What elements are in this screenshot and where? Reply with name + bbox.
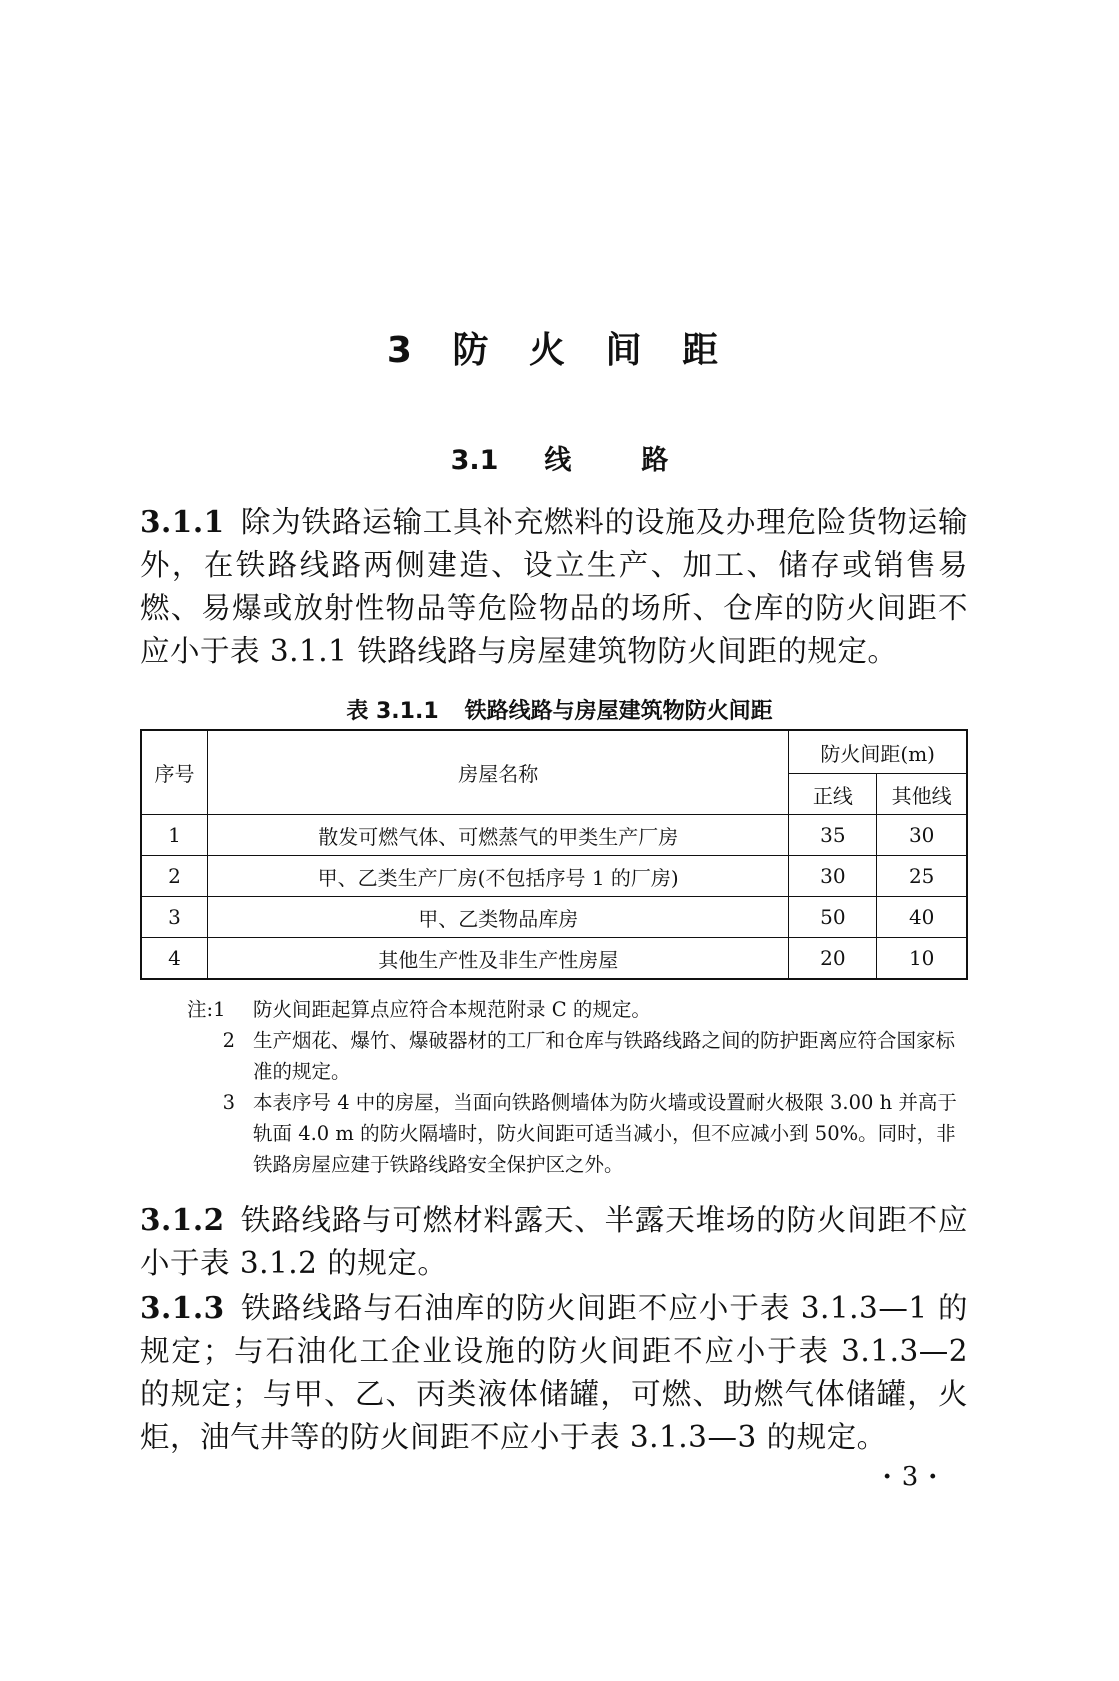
section-title-part-b: 路 [641, 445, 669, 476]
table-caption-number: 表 3.1.1 [346, 699, 439, 724]
table-row [141, 856, 967, 897]
clause-text: 除为铁路运输工具补充燃料的设施及办理危险货物运输外，在铁路线路两侧建造、设立生产、加工、储存或销售易燃、易爆或放射性物品等危险物品的场所、仓库的防火间距不应小于表 3.1.1 铁路线路与房屋建筑物防火间距的规定。 [140, 505, 968, 668]
note-item [187, 1025, 969, 1087]
clause-number: 3.1.1 [140, 504, 225, 539]
cell-name: 甲、乙类生产厂房(不包括序号 1 的厂房) [208, 856, 789, 897]
cell-seq: 2 [141, 856, 208, 897]
clause-3-1-1 [140, 500, 968, 673]
table-caption-title: 铁路线路与房屋建筑物防火间距 [464, 699, 773, 724]
cell-seq: 1 [141, 815, 208, 856]
section-number: 3.1 [450, 445, 499, 476]
cell-other: 25 [877, 856, 967, 897]
header-other-line: 其他线 [877, 774, 967, 815]
cell-main: 30 [789, 856, 877, 897]
clause-3-1-3 [140, 1286, 968, 1459]
cell-name: 甲、乙类物品库房 [208, 897, 789, 938]
note-item [187, 994, 969, 1025]
clause-number: 3.1.2 [140, 1202, 225, 1237]
section-title-part-a: 线 [544, 445, 572, 476]
cell-other: 40 [877, 897, 967, 938]
clause-3-1-2 [140, 1198, 968, 1285]
table-notes [187, 994, 969, 1180]
page-number: · 3 · [882, 1462, 938, 1492]
table-caption [0, 694, 1119, 725]
cell-main: 50 [789, 897, 877, 938]
chapter-title: 3 防 火 间 距 [386, 330, 733, 371]
cell-main: 35 [789, 815, 877, 856]
section-title [0, 438, 1119, 477]
note-number: 2 [222, 1029, 235, 1052]
note-number: 注:1 [187, 998, 226, 1021]
cell-seq: 4 [141, 938, 208, 980]
table-row [141, 938, 967, 980]
header-seq: 序号 [141, 730, 208, 815]
note-text: 生产烟花、爆竹、爆破器材的工厂和仓库与铁路线路之间的防护距离应符合国家标准的规定。 [253, 1029, 956, 1083]
cell-other: 10 [877, 938, 967, 980]
cell-main: 20 [789, 938, 877, 980]
clause-text: 铁路线路与可燃材料露天、半露天堆场的防火间距不应小于表 3.1.2 的规定。 [140, 1203, 968, 1280]
cell-name: 其他生产性及非生产性房屋 [208, 938, 789, 980]
clause-number: 3.1.3 [140, 1290, 225, 1325]
table-row [141, 897, 967, 938]
note-number: 3 [222, 1091, 235, 1114]
note-text: 防火间距起算点应符合本规范附录 C 的规定。 [253, 998, 651, 1021]
header-main-line: 正线 [789, 774, 877, 815]
fire-distance-table [140, 729, 968, 980]
table-row [141, 815, 967, 856]
cell-name: 散发可燃气体、可燃蒸气的甲类生产厂房 [208, 815, 789, 856]
header-distance: 防火间距(m) [789, 730, 967, 774]
note-item [187, 1087, 969, 1180]
cell-other: 30 [877, 815, 967, 856]
header-name: 房屋名称 [208, 730, 789, 815]
cell-seq: 3 [141, 897, 208, 938]
clause-text: 铁路线路与石油库的防火间距不应小于表 3.1.3—1 的规定；与石油化工企业设施的防火间距不应小于表 3.1.3—2 的规定；与甲、乙、丙类液体储罐，可燃、助燃气体储罐，火炬，油气井等的防火间距不应小于表 3.1.3—3 的规定。 [140, 1291, 968, 1454]
note-text: 本表序号 4 中的房屋，当面向铁路侧墙体为防火墙或设置耐火极限 3.00 h 并高于轨面 4.0 m 的防火隔墙时，防火间距可适当减小，但不应减小到 50%。同时，非铁路房屋应建于铁路线路安全保护区之外。 [253, 1091, 957, 1176]
